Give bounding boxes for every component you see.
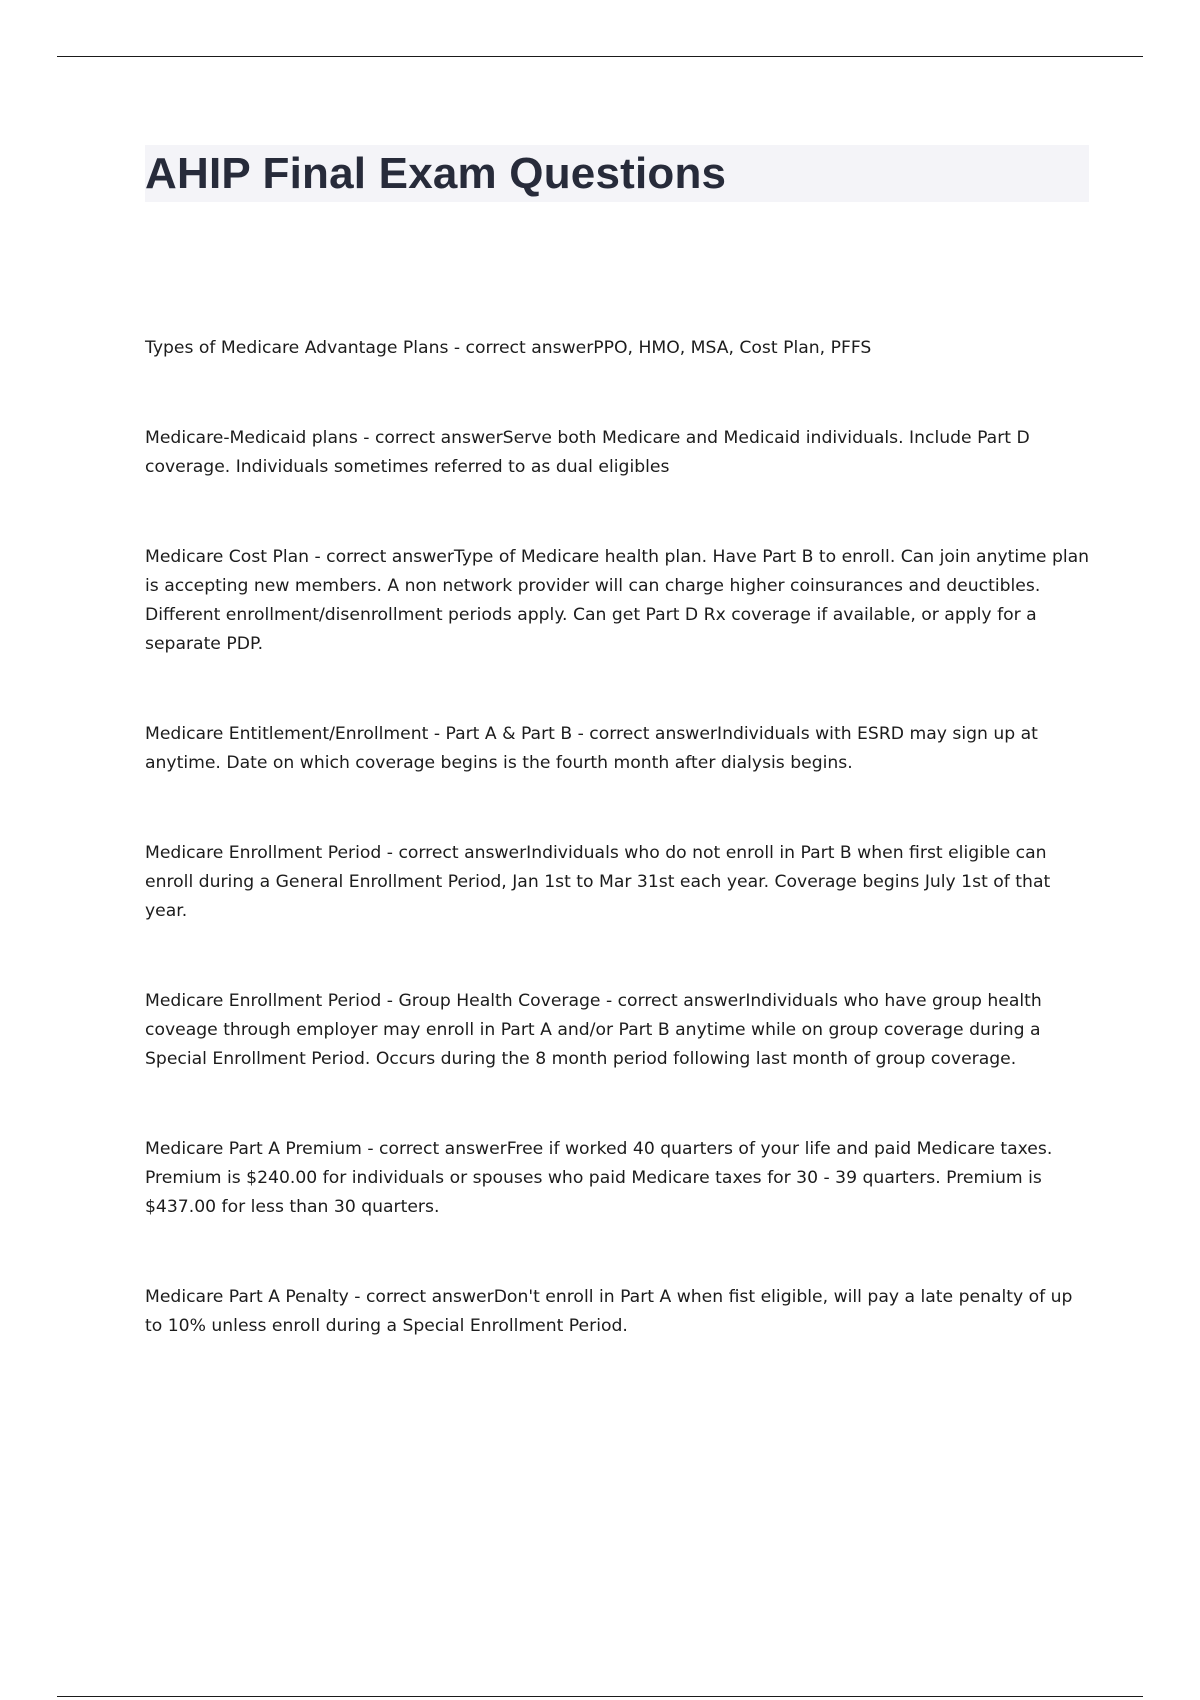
qa-item: Medicare Entitlement/Enrollment - Part A & Part B - correct answerIndividuals with ESRD may sign up at anytime. Date on which coverage begins is the fourth month after dialysis begins. xyxy=(145,724,1038,773)
qa-item: Medicare Enrollment Period - Group Health Coverage - correct answerIndividuals who have group health coveage through employer may enroll in Part A and/or Part B anytime while on group coverage during a Special Enrollment Period. Occurs during the 8 month period following last month of group coverage. xyxy=(145,991,1042,1069)
qa-item: Types of Medicare Advantage Plans - correct answerPPO, HMO, MSA, Cost Plan, PFFS xyxy=(145,338,872,358)
top-divider xyxy=(57,56,1143,57)
qa-item: Medicare Enrollment Period - correct answerIndividuals who do not enroll in Part B when first eligible can enroll during a General Enrollment Period, Jan 1st to Mar 31st each year. Coverage begins July 1st of that year. xyxy=(145,843,1051,921)
qa-item: Medicare-Medicaid plans - correct answerServe both Medicare and Medicaid individuals. Include Part D coverage. Individuals sometimes referred to as dual eligibles xyxy=(145,428,1030,477)
qa-item: Medicare Cost Plan - correct answerType of Medicare health plan. Have Part B to enroll. Can join anytime plan is accepting new members. A non network provider will can charge higher coinsurances and deuctibles. Different enrollment/disenrollment periods apply. Can get Part D Rx coverage if available, or apply for a separate PDP. xyxy=(145,547,1090,654)
page-title: AHIP Final Exam Questions xyxy=(145,149,727,198)
qa-item: Medicare Part A Penalty - correct answerDon't enroll in Part A when fist eligible, will pay a late penalty of up to 10% unless enroll during a Special Enrollment Period. xyxy=(145,1287,1073,1336)
bottom-divider xyxy=(57,1696,1143,1697)
qa-list xyxy=(145,334,1090,1402)
qa-item: Medicare Part A Premium - correct answerFree if worked 40 quarters of your life and paid Medicare taxes. Premium is $240.00 for individuals or spouses who paid Medicare taxes for 30 - 39 quarters. Premium is $437.00 for less than 30 quarters. xyxy=(145,1139,1053,1217)
